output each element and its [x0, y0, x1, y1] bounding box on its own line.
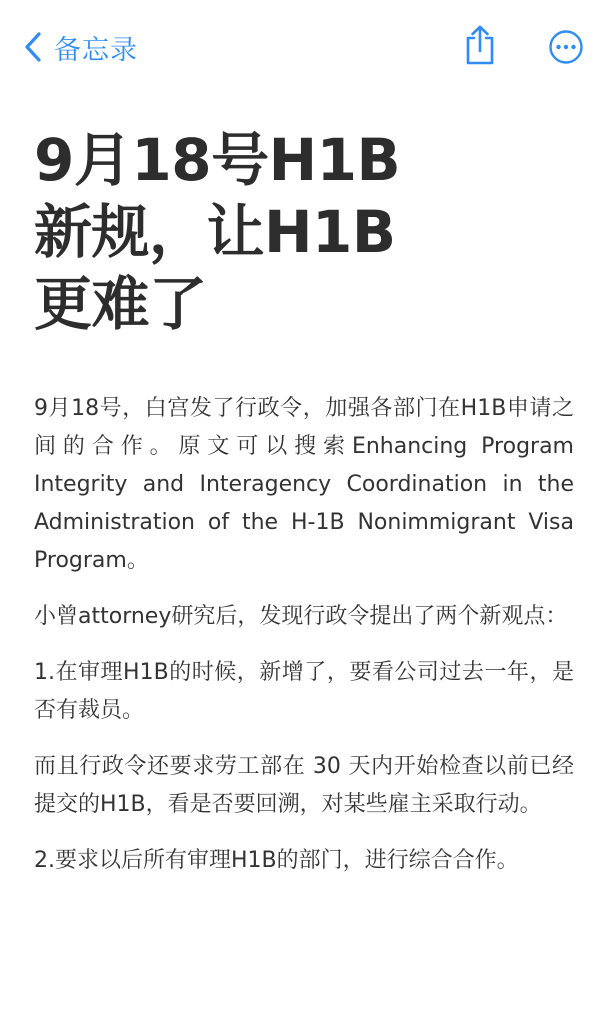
note-paragraph: 9月18号，白宫发了行政令，加强各部门在H1B申请之间的合作。原文可以搜索Enhancing Program Integrity and Interagency Coordination in the Administration of the H-1B Nonimmigrant Visa Program。: [34, 396, 574, 573]
note-title: [34, 124, 574, 340]
note-title-line: 新规，让H1B: [34, 198, 396, 266]
note-paragraph: 1.在审理H1B的时候，新增了，要看公司过去一年，是否有裁员。: [34, 660, 574, 723]
note-title-line: 更难了: [34, 270, 207, 338]
note-paragraph: 而且行政令还要求劳工部在 30 天内开始检查以前已经提交的H1B，看是否要回溯，对某些雇主采取行动。: [34, 754, 574, 817]
navigation-bar: [0, 0, 608, 92]
note-paragraph: 小曾attorney研究后，发现行政令提出了两个新观点：: [34, 604, 568, 629]
chevron-left-icon: [24, 31, 42, 63]
note-title-line: 9月18号H1B: [34, 126, 401, 194]
share-button[interactable]: [462, 24, 498, 66]
back-button[interactable]: [24, 28, 138, 66]
note-paragraph: 2.要求以后所有审理H1B的部门，进行综合合作。: [34, 848, 519, 873]
ellipsis-circle-icon: [548, 29, 584, 65]
note-body[interactable]: [34, 390, 574, 900]
share-icon: [462, 24, 498, 66]
back-label: 备忘录: [54, 34, 138, 66]
more-button[interactable]: [548, 29, 584, 65]
